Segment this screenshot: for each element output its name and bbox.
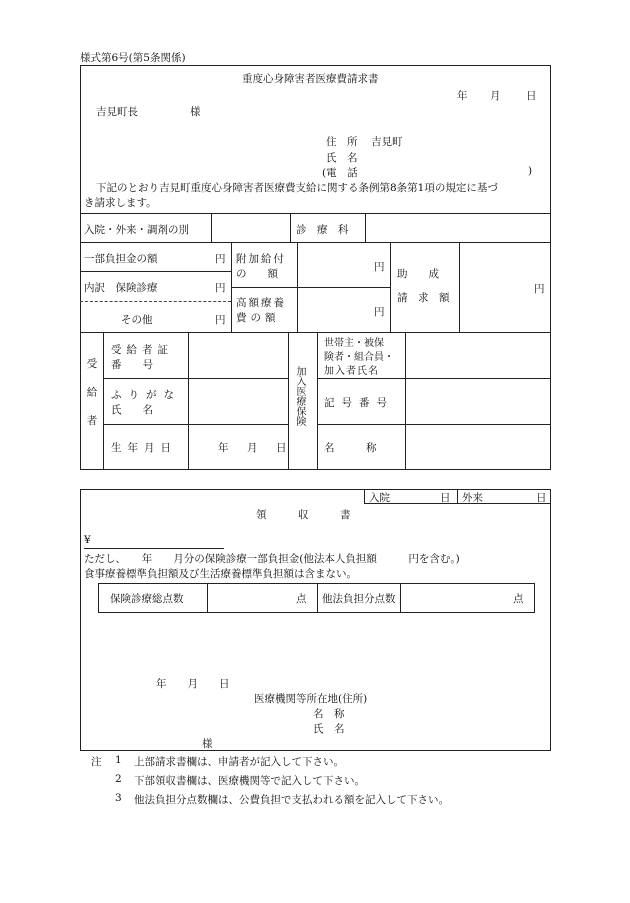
- cell-divider: [207, 583, 208, 613]
- partial-payment-yen: 円: [215, 253, 226, 265]
- claim-title: 重度心身障害者医療費請求書: [242, 73, 379, 85]
- row-divider: [80, 271, 231, 272]
- outpatient-label: 外来: [462, 492, 483, 504]
- row-divider: [80, 213, 551, 214]
- subsidy-line2: 請 求 額: [397, 292, 450, 304]
- receipt-addressee-suffix: 様: [202, 738, 213, 750]
- cell-divider: [317, 583, 318, 613]
- dashed-divider: [80, 301, 231, 302]
- additional-benefit-line1: 附加給付: [236, 253, 286, 265]
- note-text: 上部請求書欄は、申請者が記入して下さい。: [134, 756, 344, 768]
- inpatient-label: 入院: [369, 492, 390, 504]
- cert-number-line2: 番 号: [111, 359, 153, 371]
- row-divider: [80, 332, 551, 333]
- claim-statement-line1: 下記のとおり吉見町重度心身障害者医療費支給に関する条例第8条第1項の規定に基づ: [96, 182, 498, 194]
- insurance-points-label: 保険診療総点数: [110, 593, 184, 605]
- cell-divider: [317, 332, 318, 470]
- applicant-phone-close: ): [528, 165, 533, 177]
- department-label: 診 療 科: [296, 224, 349, 236]
- cell-divider: [211, 213, 212, 242]
- institution-address-label: 医療機関等所在地(住所): [254, 693, 368, 705]
- row-divider: [317, 378, 551, 379]
- institution-person-label: 氏 名: [313, 723, 345, 735]
- applicant-name-label: 氏 名: [326, 152, 358, 164]
- cell-divider: [457, 489, 458, 504]
- cert-number-line1: 受給者証: [111, 344, 173, 356]
- applicant-phone-label: (電 話: [322, 167, 358, 179]
- furigana-line2: 氏 名: [111, 404, 153, 416]
- cell-divider: [188, 332, 189, 470]
- note-number: 1: [115, 754, 122, 766]
- insurance-vertical-label: 加入医療保険: [294, 366, 305, 426]
- row-divider: [317, 424, 551, 425]
- outpatient-unit: 日: [536, 492, 547, 504]
- receipt-note-line1: ただし、 年 月分の保険診療一部負担金(他法本人負担額 円を含む。): [84, 553, 460, 565]
- insurance-number-label: 記号番号: [324, 397, 394, 409]
- cell-divider: [459, 242, 460, 332]
- claim-statement-line2: き請求します。: [84, 197, 157, 209]
- notes-prefix: 注: [91, 756, 102, 768]
- applicant-address-value[interactable]: 吉見町: [371, 136, 403, 148]
- cell-divider: [290, 213, 291, 242]
- high-cost-yen: 円: [374, 306, 385, 318]
- insurance-points-unit: 点: [296, 593, 307, 605]
- additional-benefit-line2: の 額: [236, 268, 278, 280]
- breakdown-insurance-label: 内訳 保険診療: [84, 282, 158, 294]
- holder-name-line3: 加入者氏名: [324, 366, 379, 377]
- yen-mark: ¥: [84, 534, 91, 546]
- insurance-name-label: 名 称: [324, 442, 377, 454]
- cell-divider: [400, 583, 401, 613]
- note-number: 2: [115, 773, 122, 785]
- note-text: 他法負担分点数欄は、公費負担で支払われる額を記入して下さい。: [134, 794, 449, 806]
- cell-divider: [405, 332, 406, 470]
- institution-name-label: 名 称: [313, 708, 345, 720]
- claim-recipient: 吉見町長: [96, 106, 138, 118]
- form-number: 様式第6号(第5条関係): [80, 52, 186, 64]
- cell-divider: [103, 332, 104, 470]
- high-cost-line2: 費の額: [236, 312, 280, 324]
- cell-divider: [390, 242, 391, 332]
- note-number: 3: [115, 792, 122, 804]
- birth-date-value[interactable]: 年 月 日: [218, 442, 291, 454]
- applicant-address-label: 住 所: [326, 136, 358, 148]
- breakdown-other-yen: 円: [215, 314, 226, 326]
- claim-recipient-suffix: 様: [190, 106, 201, 118]
- additional-benefit-yen: 円: [374, 261, 385, 273]
- claim-date-month: 月: [490, 90, 501, 102]
- breakdown-other-label: その他: [121, 314, 153, 326]
- birth-date-label: 生年月日: [111, 442, 177, 454]
- visit-type-label: 入院・外来・調剤の別: [84, 224, 189, 236]
- receipt-note-line2: 食事療養標準負担額及び生活療養標準負担額は含まない。: [84, 568, 357, 580]
- furigana-line1: ふりがな: [111, 389, 181, 401]
- row-divider: [103, 378, 288, 379]
- claim-date-day: 日: [526, 90, 537, 102]
- amount-underline[interactable]: [84, 548, 224, 549]
- note-text: 下部領収書欄は、医療機関等で記入して下さい。: [134, 775, 365, 787]
- cell-divider: [288, 332, 289, 470]
- row-divider: [103, 424, 288, 425]
- cell-divider: [365, 213, 366, 242]
- partial-payment-label: 一部負担金の額: [84, 253, 158, 265]
- inpatient-unit: 日: [440, 492, 451, 504]
- other-points-unit: 点: [513, 593, 524, 605]
- receipt-date: 年 月 日: [156, 678, 230, 690]
- recipient-vertical-label: 受給者: [85, 358, 98, 444]
- claim-date-year: 年: [457, 90, 468, 102]
- subsidy-yen: 円: [534, 283, 545, 295]
- breakdown-insurance-yen: 円: [215, 282, 226, 294]
- high-cost-line1: 高額療養: [236, 297, 286, 309]
- holder-name-line1: 世帯主・被保: [324, 338, 384, 349]
- holder-name-line2: 険者・組合員・: [324, 352, 394, 363]
- row-divider: [231, 287, 390, 288]
- other-points-label: 他法負担分点数: [322, 593, 396, 605]
- row-divider: [80, 242, 551, 243]
- receipt-title: 領 収 書: [256, 509, 351, 521]
- subsidy-line1: 助 成: [397, 268, 439, 280]
